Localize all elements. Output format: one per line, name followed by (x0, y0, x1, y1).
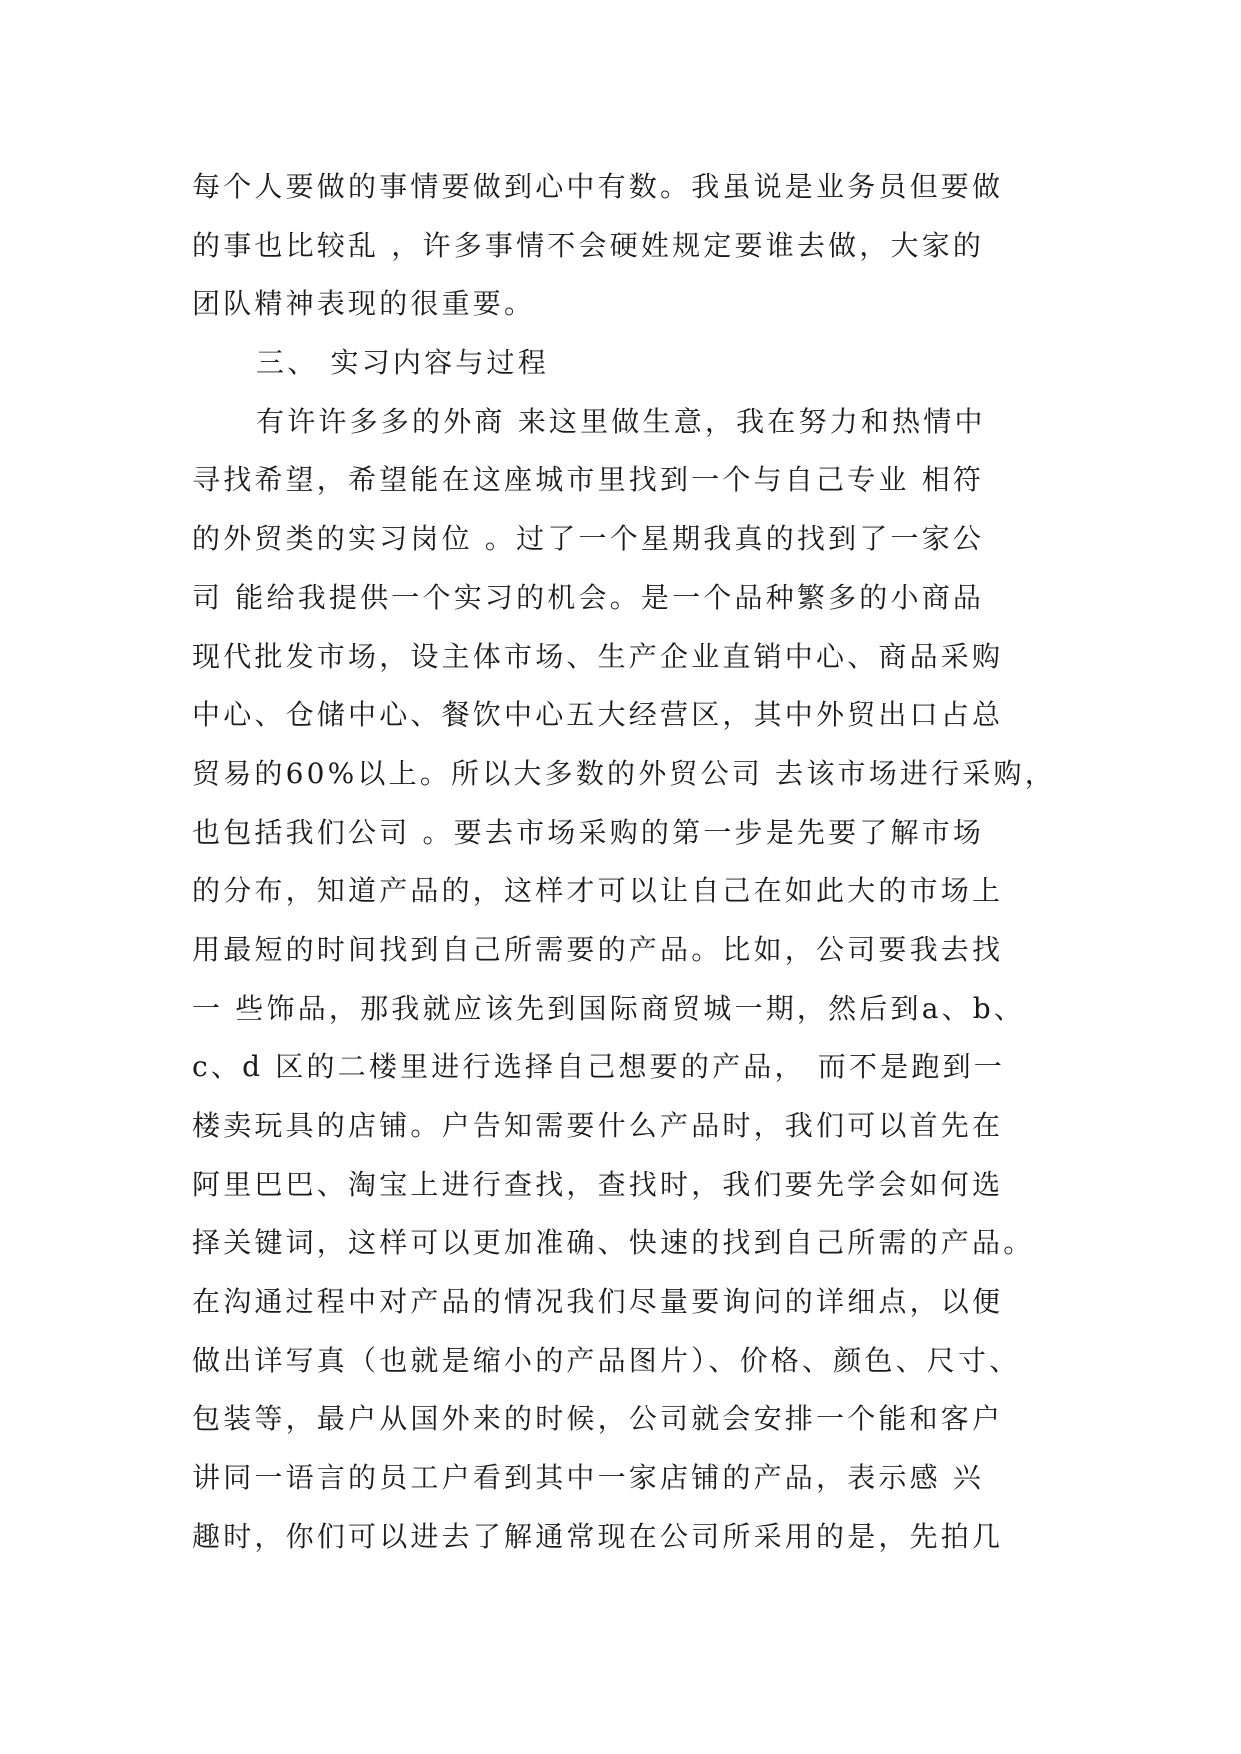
text-line: 每个人要做的事情要做到心中有数。我虽说是业务员但要做 (192, 170, 1004, 203)
body-text (192, 158, 1072, 1567)
text-line: 现代批发市场，设主体市场、生产企业直销中心、商品采购 (192, 639, 1004, 673)
text-line: 用最短的时间找到自己所需要的产品。比如，公司要我去找 (192, 932, 1004, 966)
section-heading: 三、 实习内容与过程 (256, 346, 549, 380)
text-line: 贸易的60%以上。所以大多数的外贸公司 去该市场进行采购， (192, 756, 1056, 790)
text-line: 做出详写真（也就是缩小的产品图片）、价格、颜色、尺寸、 (192, 1343, 1021, 1377)
text-line: 阿里巴巴、淘宝上进行查找，查找时，我们要先学会如何选 (192, 1167, 1004, 1201)
paragraph-first-line: 有许许多多的外商 来这里做生意，我在努力和热情中 (256, 404, 986, 438)
text-line: 的外贸类的实习岗位 。过了一个星期我真的找到了一家公 (192, 522, 985, 556)
text-line: 寻找希望，希望能在这座城市里找到一个与自己专业 相符 (192, 463, 985, 497)
text-line: c、d 区的二楼里进行选择自己想要的产品， 而不是跑到一 (192, 1050, 1006, 1084)
text-line: 择关键词，这样可以更加准确、快速的找到自己所需的产品。 (192, 1226, 1035, 1260)
text-line: 中心、仓储中心、餐饮中心五大经营区，其中外贸出口占总 (192, 698, 1004, 732)
text-line: 的分布，知道产品的，这样才可以让自己在如此大的市场上 (192, 874, 1004, 908)
text-line: 楼卖玩具的店铺。户告知需要什么产品时，我们可以首先在 (192, 1109, 1004, 1142)
text-line: 的事也比较乱 ，许多事情不会硬姓规定要谁去做，大家的 (192, 228, 985, 262)
text-line: 趣时，你们可以进去了解通常现在公司所采用的是，先拍几 (192, 1519, 1004, 1553)
text-line: 一 些饰品，那我就应该先到国际商贸城一期，然后到a、b、 (192, 991, 1026, 1025)
text-line: 也包括我们公司 。要去市场采购的第一步是先要了解市场 (192, 815, 985, 849)
text-line: 司 能给我提供一个实习的机会。是一个品种繁多的小商品 (192, 580, 985, 614)
text-line: 包装等，最户从国外来的时候，公司就会安排一个能和客户 (192, 1402, 1004, 1436)
text-line: 在沟通过程中对产品的情况我们尽量要询问的详细点，以便 (192, 1285, 1004, 1319)
text-line: 团队精神表现的很重要。 (192, 287, 536, 321)
text-line: 讲同一语言的员工户看到其中一家店铺的产品，表示感 兴 (192, 1461, 985, 1495)
